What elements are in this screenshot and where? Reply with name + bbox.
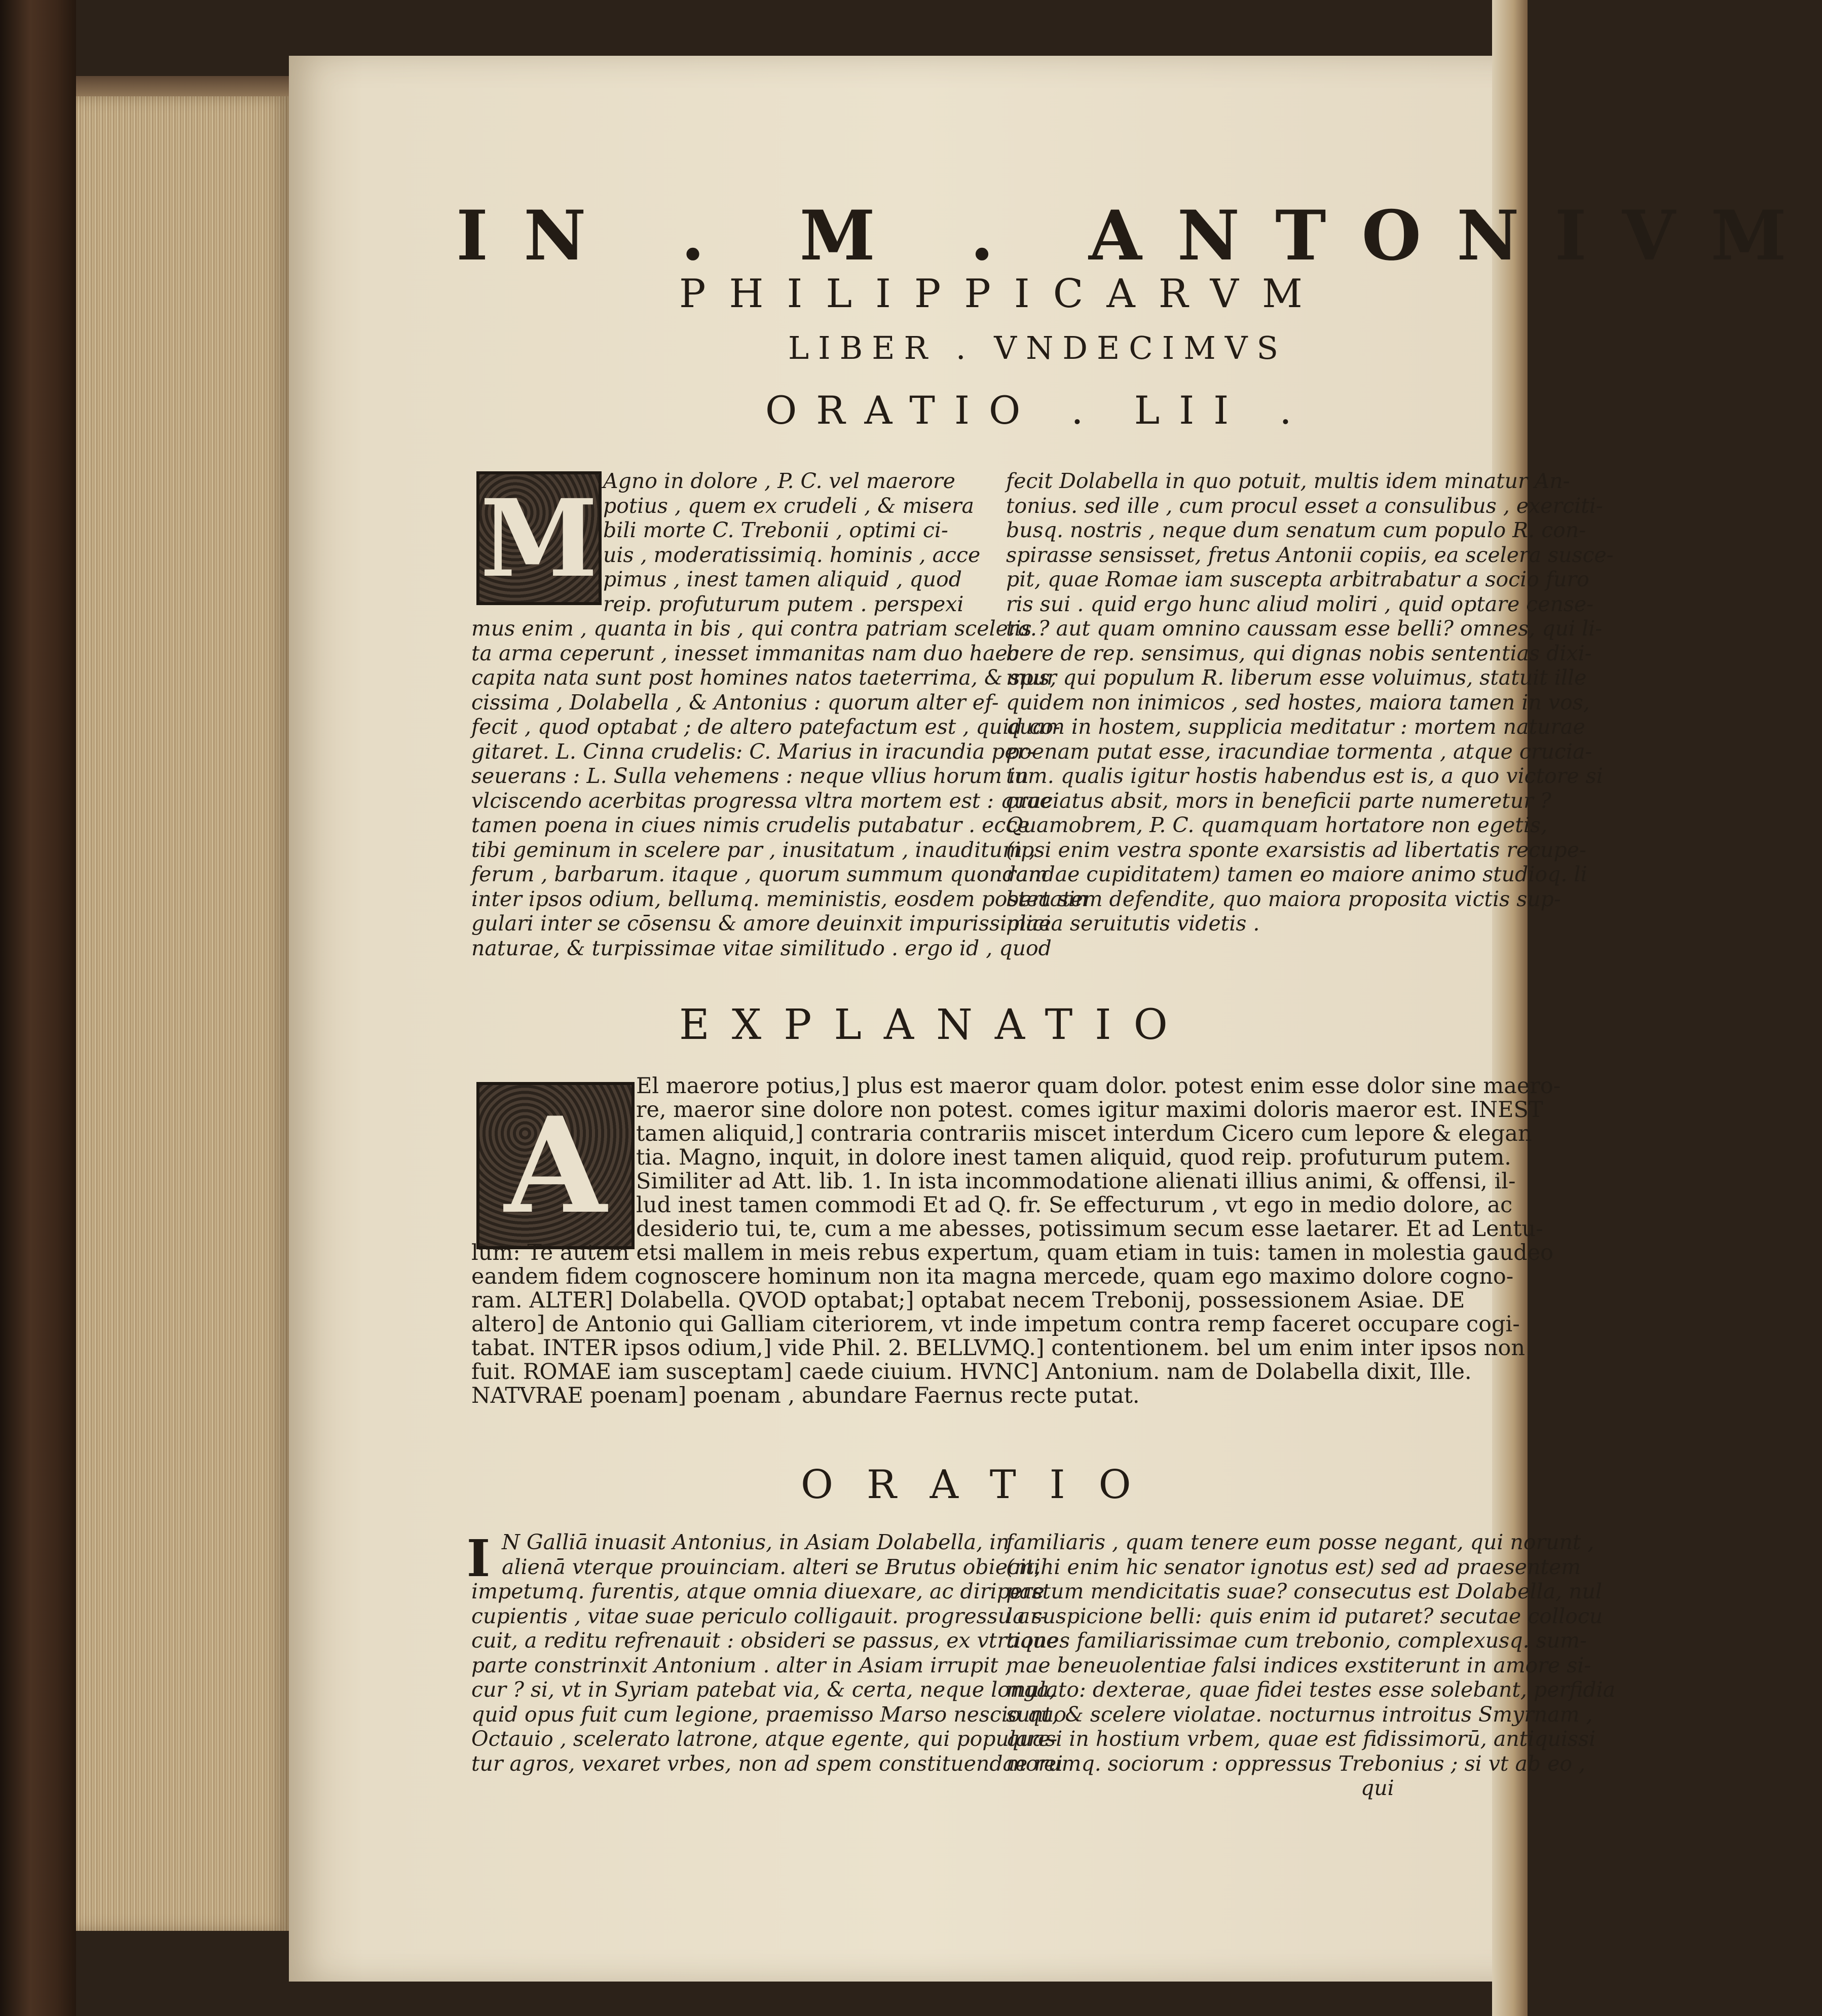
text-line: tibi geminum in scelere par , inusitatum , inauditum , xyxy=(471,837,1036,862)
oratio-heading: ORATIO xyxy=(801,1462,1165,1508)
text-line: Quamobrem, P. C. quamquam hortatore non egetis, xyxy=(1006,813,1548,837)
text-line: pit, quae Romae iam susceptа arbitrabatur a socio furo xyxy=(1006,567,1589,591)
text-line: mus enim , quanta in bis , qui contra patriam scelera. xyxy=(471,616,1037,641)
text-line: ris sui . quid ergo hunc aliud moliri , quid optare cense- xyxy=(1006,591,1594,616)
commentary-line: Similiter ad Att. lib. 1. In ista incommodatione alienati illius animi, & offensi, il- xyxy=(636,1169,1516,1194)
leather-binding xyxy=(0,0,76,2016)
oration-column-left xyxy=(471,469,1088,960)
oration-column-right xyxy=(1006,469,1614,936)
text-line: parte constrinxit Antonium . alter in Asiam irrupit , xyxy=(471,1653,1012,1677)
text-line: familiaris , quam tenere eum posse negant, qui norunt , xyxy=(1006,1530,1594,1554)
page-subtitle: PHILIPPICARVM xyxy=(679,271,1326,317)
commentary-line: desiderio tui, te, cum a me abesses, potissimum secum esse laetarer. Et ad Lentu- xyxy=(636,1216,1543,1242)
text-line: bere de rep. sensimus, qui dignas nobis sententias dixi- xyxy=(1006,641,1592,665)
text-line: pastum mendicitatis suae? consecutus est Dolabella, nul xyxy=(1006,1579,1603,1603)
text-line: naturae, & turpissimae vitae similitudo . ergo id , quod xyxy=(471,936,1052,960)
text-line: N Galliā inuasit Antonius, in Asiam Dolabella, in xyxy=(502,1530,1010,1554)
text-line: plicia seruitutis videtis . xyxy=(1006,911,1260,936)
text-line: (mihi enim hic senator ignotus est) sed ad praesentem xyxy=(1006,1554,1581,1579)
liber-heading: LIBER . VNDECIMVS xyxy=(788,329,1287,366)
text-line: qui xyxy=(1361,1776,1394,1800)
commentary-line: re, maeror sine dolore non potest. comes igitur maximi doloris maeror est. INEST xyxy=(636,1097,1543,1123)
decorated-initial-a: A xyxy=(476,1082,635,1249)
commentary-line: altero] de Antonio qui Galliam citeriorem, vt inde impetum contra remp faceret occupare cogi- xyxy=(471,1312,1520,1337)
text-line: morumq. sociorum : oppressus Trebonius ; si vt ab eo , xyxy=(1006,1751,1586,1776)
text-line: tum. qualis igitur hostis habendus est is, a quo victore si xyxy=(1006,764,1603,788)
text-line: Agno in dolore , P. C. vel maerore xyxy=(603,469,955,493)
text-line: busq. nostris , neque dum senatum cum populo R. con- xyxy=(1006,518,1586,542)
text-line: reip. profuturum putem . perspexi xyxy=(603,591,964,616)
explanatio-heading: EXPLANATIO xyxy=(679,1001,1190,1049)
text-line: quid opus fuit cum legione, praemisso Marso nescio quo xyxy=(471,1702,1067,1727)
text-line: potius , quem ex crudeli , & misera xyxy=(603,493,974,518)
text-line: tis ? aut quam omnino caussam esse belli? omnes, qui li- xyxy=(1006,616,1603,641)
text-line: Octauio , scelerato latrone, atque egente, qui populare- xyxy=(471,1727,1058,1751)
text-line: tiones familiarissimae cum trebonio, complexusq. sum- xyxy=(1006,1628,1587,1653)
commentary-line: fuit. ROMAE iam susceptam] caede ciuium. HVNC] Antonium. nam de Dolabella dixit, Ille. xyxy=(471,1359,1472,1385)
text-line: impetumq. furentis, atque omnia diuexare, ac diripere xyxy=(471,1579,1045,1603)
text-line: vlciscendo acerbitas progressa vltra mortem est : quae xyxy=(471,788,1052,813)
text-line: bili morte C. Trebonii , optimi ci- xyxy=(603,518,948,542)
text-line: randae cupiditatem) tamen eo maiore animo studioq. li xyxy=(1006,862,1587,886)
oratio-column-right xyxy=(1006,1530,1615,1801)
text-line: quam in hostem, supplicia meditatur : mortem naturae xyxy=(1006,715,1585,739)
commentary-line: ram. ALTER] Dolabella. QVOD optabat;] optabat necem Trebonij, possessionem Asiae. DE xyxy=(471,1288,1465,1313)
text-line: tur agros, vexaret vrbes, non ad spem constituendae rei xyxy=(471,1751,1063,1776)
text-line: gulari inter se cōsensu & amore deuinxit impurissimae xyxy=(471,911,1051,936)
text-line: quidem non inimicos , sed hostes, maiora tamen in vos, xyxy=(1006,690,1590,715)
text-line: inter ipsos odium, bellumq. meministis, eosdem postea sin xyxy=(471,886,1089,911)
text-line: seuerans : L. Sulla vehemens : neque vllius horum in xyxy=(471,764,1029,788)
text-line: ferum , barbarum. itaque , quorum summum quondam xyxy=(471,862,1048,886)
text-line: cur ? si, vt in Syriam patebat via, & certa, neque longa, xyxy=(471,1677,1056,1702)
commentary-line: tamen aliquid,] contraria contrariis miscet interdum Cicero cum lepore & elegan xyxy=(636,1121,1532,1146)
text-line: spirasse sensisset, fretus Antonii copiis, ea scelera susce- xyxy=(1006,542,1614,567)
text-line: capita nata sunt post homines natos taeterrima, & spur xyxy=(471,665,1057,690)
text-line: (ipsi enim vestra sponte exarsistis ad libertatis recupe- xyxy=(1006,837,1586,862)
text-line: poenam putat esse, iracundiae tormenta , atque crucia- xyxy=(1006,739,1592,764)
page-title: IN . M . ANTONIVM xyxy=(456,195,1822,276)
text-line: fecit Dolabella in quo potuit, multis idem minatur An- xyxy=(1006,469,1570,493)
text-line: cupientis , vitae suae periculo colligauit. progressu ar- xyxy=(471,1603,1048,1628)
text-line: quasi in hostium vrbem, quae est fidissimorū, antiquissi xyxy=(1006,1727,1596,1751)
text-line: alienā vterque prouinciam. alteri se Brutus obiecit, xyxy=(502,1554,1041,1579)
text-line: gitaret. L. Cinna crudelis: C. Marius in iracundia per- xyxy=(471,739,1034,764)
oratio-column-left xyxy=(471,1530,1066,1776)
text-line: cuit, a reditu refrenauit : obsideri se passus, ex vtraque xyxy=(471,1628,1059,1653)
commentary-line: NATVRAE poenam] poenam , abundare Faernus recte putat. xyxy=(471,1383,1140,1408)
oratio-number: ORATIO . LII . xyxy=(765,388,1311,433)
commentary-line: lud inest tamen commodi Et ad Q. fr. Se effecturum , vt ego in medio dolore, ac xyxy=(636,1192,1513,1218)
text-line: cruciatus absit, mors in beneficii parte numeretur ? xyxy=(1006,788,1551,813)
commentary-line: eandem fidem cognoscere hominum non ita magna mercede, quam ego maximo dolore cogno- xyxy=(471,1264,1514,1289)
initial-i: I xyxy=(466,1528,491,1588)
commentary-line: lum: Te autem etsi mallem in meis rebus expertum, quam etiam in tuis: tamen in molestia gaudeo xyxy=(471,1240,1553,1265)
explanatio-commentary xyxy=(471,1074,1560,1408)
text-line: tonius. sed ille , cum procul esset a consulibus , exerciti- xyxy=(1006,493,1603,518)
text-line: fecit , quod optabat ; de altero patefactum est , quid co- xyxy=(471,715,1060,739)
text-line: la suspicione belli: quis enim id putaret? secutae collocu xyxy=(1006,1603,1603,1628)
text-line: uis , moderatissimiq. hominis , acce xyxy=(603,542,981,567)
text-line: sunt, & scelere violatae. nocturnus introitus Smyrnam , xyxy=(1006,1702,1593,1727)
text-line: cissima , Dolabella , & Antonius : quorum alter ef- xyxy=(471,690,999,715)
text-line: mulato: dexterae, quae fidei testes esse solebant, perfidia xyxy=(1006,1677,1616,1702)
commentary-line: tia. Magno, inquit, in dolore inest tamen aliquid, quod reip. profuturum putem. xyxy=(636,1145,1511,1170)
commentary-line: El maerore potius,] plus est maeror quam dolor. potest enim esse dolor sine maero- xyxy=(636,1073,1561,1099)
text-line: pimus , inest tamen aliquid , quod xyxy=(603,567,962,591)
commentary-line: tabat. INTER ipsos odium,] vide Phil. 2. BELLVMQ.] contentionem. bel um enim inter ipsos non xyxy=(471,1335,1526,1361)
text-line: tamen poena in ciues nimis crudelis putabatur . ecce xyxy=(471,813,1030,837)
decorated-initial-m: M xyxy=(476,471,602,605)
page-block-edges xyxy=(76,96,289,1931)
text-line: bertatem defendite, quo maiora proposita victis sup- xyxy=(1006,886,1561,911)
text-line: mus, qui populum R. liberum esse voluimus, statuit ille xyxy=(1006,665,1587,690)
text-line: ta arma ceperunt , inesset immanitas nam duo haec xyxy=(471,641,1019,665)
text-line: mae beneuolentiae falsi indices exstiterunt in amore si- xyxy=(1006,1653,1591,1677)
